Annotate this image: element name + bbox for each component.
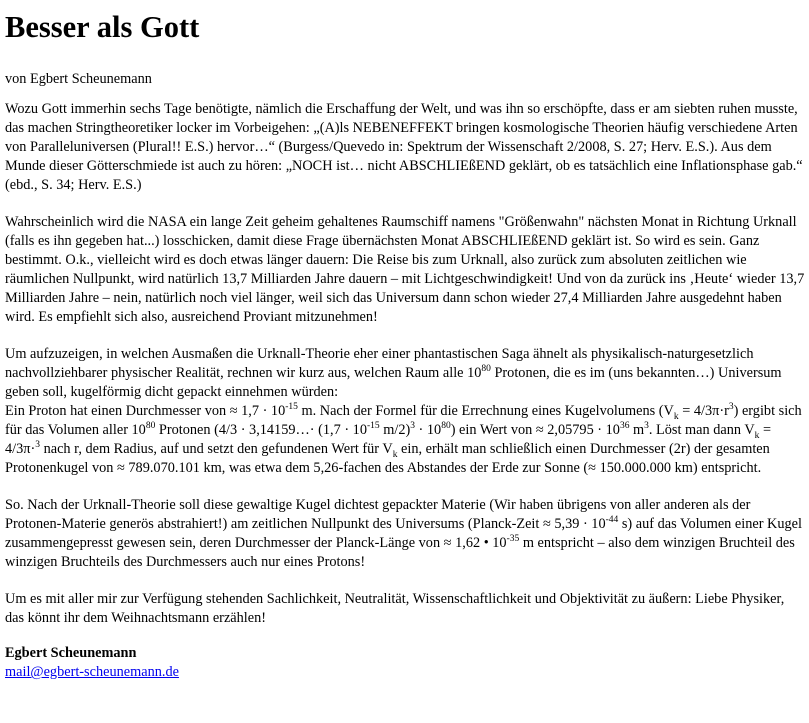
superscript: -35	[506, 534, 520, 545]
text-run: m/2)	[379, 422, 411, 438]
text-run: Ein Proton hat einen Durchmesser von ≈ 1,7 · 10	[5, 403, 286, 419]
superscript: 3	[644, 421, 649, 432]
text-run: Um aufzuzeigen, in welchen Ausmaßen die Urknall-Theorie eher einer phantastischen Saga ähnelt als physikalisch-naturgesetzlich nachvollziehbarer physischer Realität, rechnen wir kurz aus, welchen Raum alle 10	[5, 346, 754, 381]
paragraph-1: Wozu Gott immerhin sechs Tage benötigte, nämlich die Erschaffung der Welt, und was ihn so erschöpfte, dass er am siebten ruhen musste, das machen Stringtheoretiker locker im Vorbeigehen: „(A)ls NEBENEFFEKT bringen kosmologische Theorien häufig verschiedene Arten von Paralleluniversen (Plural!! E.S.) hervor…“ (Burgess/Quevedo in: Spektrum der Wissenschaft 2/2008, S. 27; Herv. E.S.). Aus dem Munde dieser Götterschmiede ist auch zu hören: „NOCH ist… nicht ABSCHLIEßEND geklärt, ob es tatsächlich eine Inflationsphase gab.“ (ebd., S. 34; Herv. E.S.)	[5, 101, 803, 193]
text-run: So. Nach der Urknall-Theorie soll diese gewaltige Kugel dichtest gepackter Materie (Wir haben übrigens von aller anderen als der Protonen-Materie generös abstrahiert!) am zeitlichen Nullpunkt des Universums (Planck-Zeit ≈ 5,39 · 10	[5, 497, 751, 532]
byline: von Egbert Scheunemann	[5, 71, 152, 87]
text-run: ein, erhält man schließlich einen Durchmesser (2r) der gesamten Protonenkugel von ≈ 789.070.101 km, was etwa dem 5,26-fachen des Abstandes der Erde zur Sonne (≈ 150.000.000 km) entspricht.	[5, 441, 770, 476]
text-run: = 4/3π·r	[678, 403, 729, 419]
text-run: m entspricht – also dem winzigen Bruchteil des winzigen Bruchteils des Durchmessers auch nur eines Protons!	[5, 535, 795, 570]
paragraph-2: Wahrscheinlich wird die NASA ein lange Zeit geheim gehaltenes Raumschiff namens "Größenwahn" nächsten Monat in Richtung Urknall (falls es ihn gegeben hat...) losschicken, damit diese Frage übernächsten Monat ABSCHLIEßEND geklärt ist. So wird es sein. Ganz bestimmt. O.k., vielleicht wird es doch etwas länger dauern: Die Reise bis zum Urknall, also zurück zum absoluten zeitlichen wie räumlichen Nullpunkt, wird natürlich 13,7 Milliarden Jahre dauern – mit Lichtgeschwindigkeit! Und von da zurück ins ‚Heute‘ wieder 13,7 Milliarden Jahre – nein, natürlich noch viel länger, weil sich das Universum dann schon wieder 27,4 Milliarden Jahre ausgedehnt haben wird. Es empfiehlt sich also, ausreichend Proviant mitzunehmen!	[5, 214, 805, 325]
superscript: 80	[481, 364, 491, 375]
page-title: Besser als Gott	[5, 10, 200, 44]
superscript: 80	[441, 421, 451, 432]
superscript: -44	[605, 515, 619, 526]
superscript: -15	[366, 421, 380, 432]
text-run: ) ein Wert von ≈ 2,05795 · 10	[450, 422, 620, 438]
paragraph-4	[5, 496, 805, 572]
text-run: ) ergibt sich für das Volumen aller 10	[5, 403, 802, 438]
superscript: -15	[285, 402, 298, 413]
paragraph-3	[5, 345, 805, 478]
paragraph-5: Um es mit aller mir zur Verfügung stehenden Sachlichkeit, Neutralität, Wissenschaftlichkeit und Objektivität zu äußern: Liebe Physiker, das könnt ihr dem Weihnachtsmann erzählen!	[5, 591, 785, 626]
superscript: 80	[145, 421, 156, 432]
email-link[interactable]: mail@egbert-scheunemann.de	[5, 664, 179, 680]
text-run: Protonen, die es im (uns bekannten…) Universum geben soll, kugelförmig dicht gepackt einnehmen würden:	[5, 365, 782, 400]
text-run: Protonen (4/3 · 3,14159…· (1,7 · 10	[155, 422, 367, 438]
text-run: . Löst man dann V	[648, 422, 755, 438]
subscript: k	[392, 449, 398, 460]
subscript: k	[673, 411, 679, 422]
text-run: = 4/3π·	[5, 422, 772, 457]
text-run: s) auf das Volumen einer Kugel zusammengepresst gewesen sein, deren Durchmesser der Planck-Länge von ≈ 1,62 • 10	[5, 516, 802, 551]
text-run: m. Nach der Formel für die Errechnung eines Kugelvolumens (V	[297, 403, 674, 419]
text-run: · 10	[414, 422, 442, 438]
superscript: 36	[619, 421, 630, 432]
superscript: 3	[35, 440, 40, 451]
subscript: k	[754, 430, 760, 441]
text-run: m	[629, 422, 645, 438]
text-run: nach r, dem Radius, auf und setzt den gefundenen Wert für V	[40, 441, 393, 457]
superscript: 3	[728, 402, 734, 413]
email-line	[5, 663, 805, 682]
author-name: Egbert Scheunemann	[5, 645, 137, 661]
superscript: 3	[410, 421, 415, 432]
article	[0, 8, 809, 682]
